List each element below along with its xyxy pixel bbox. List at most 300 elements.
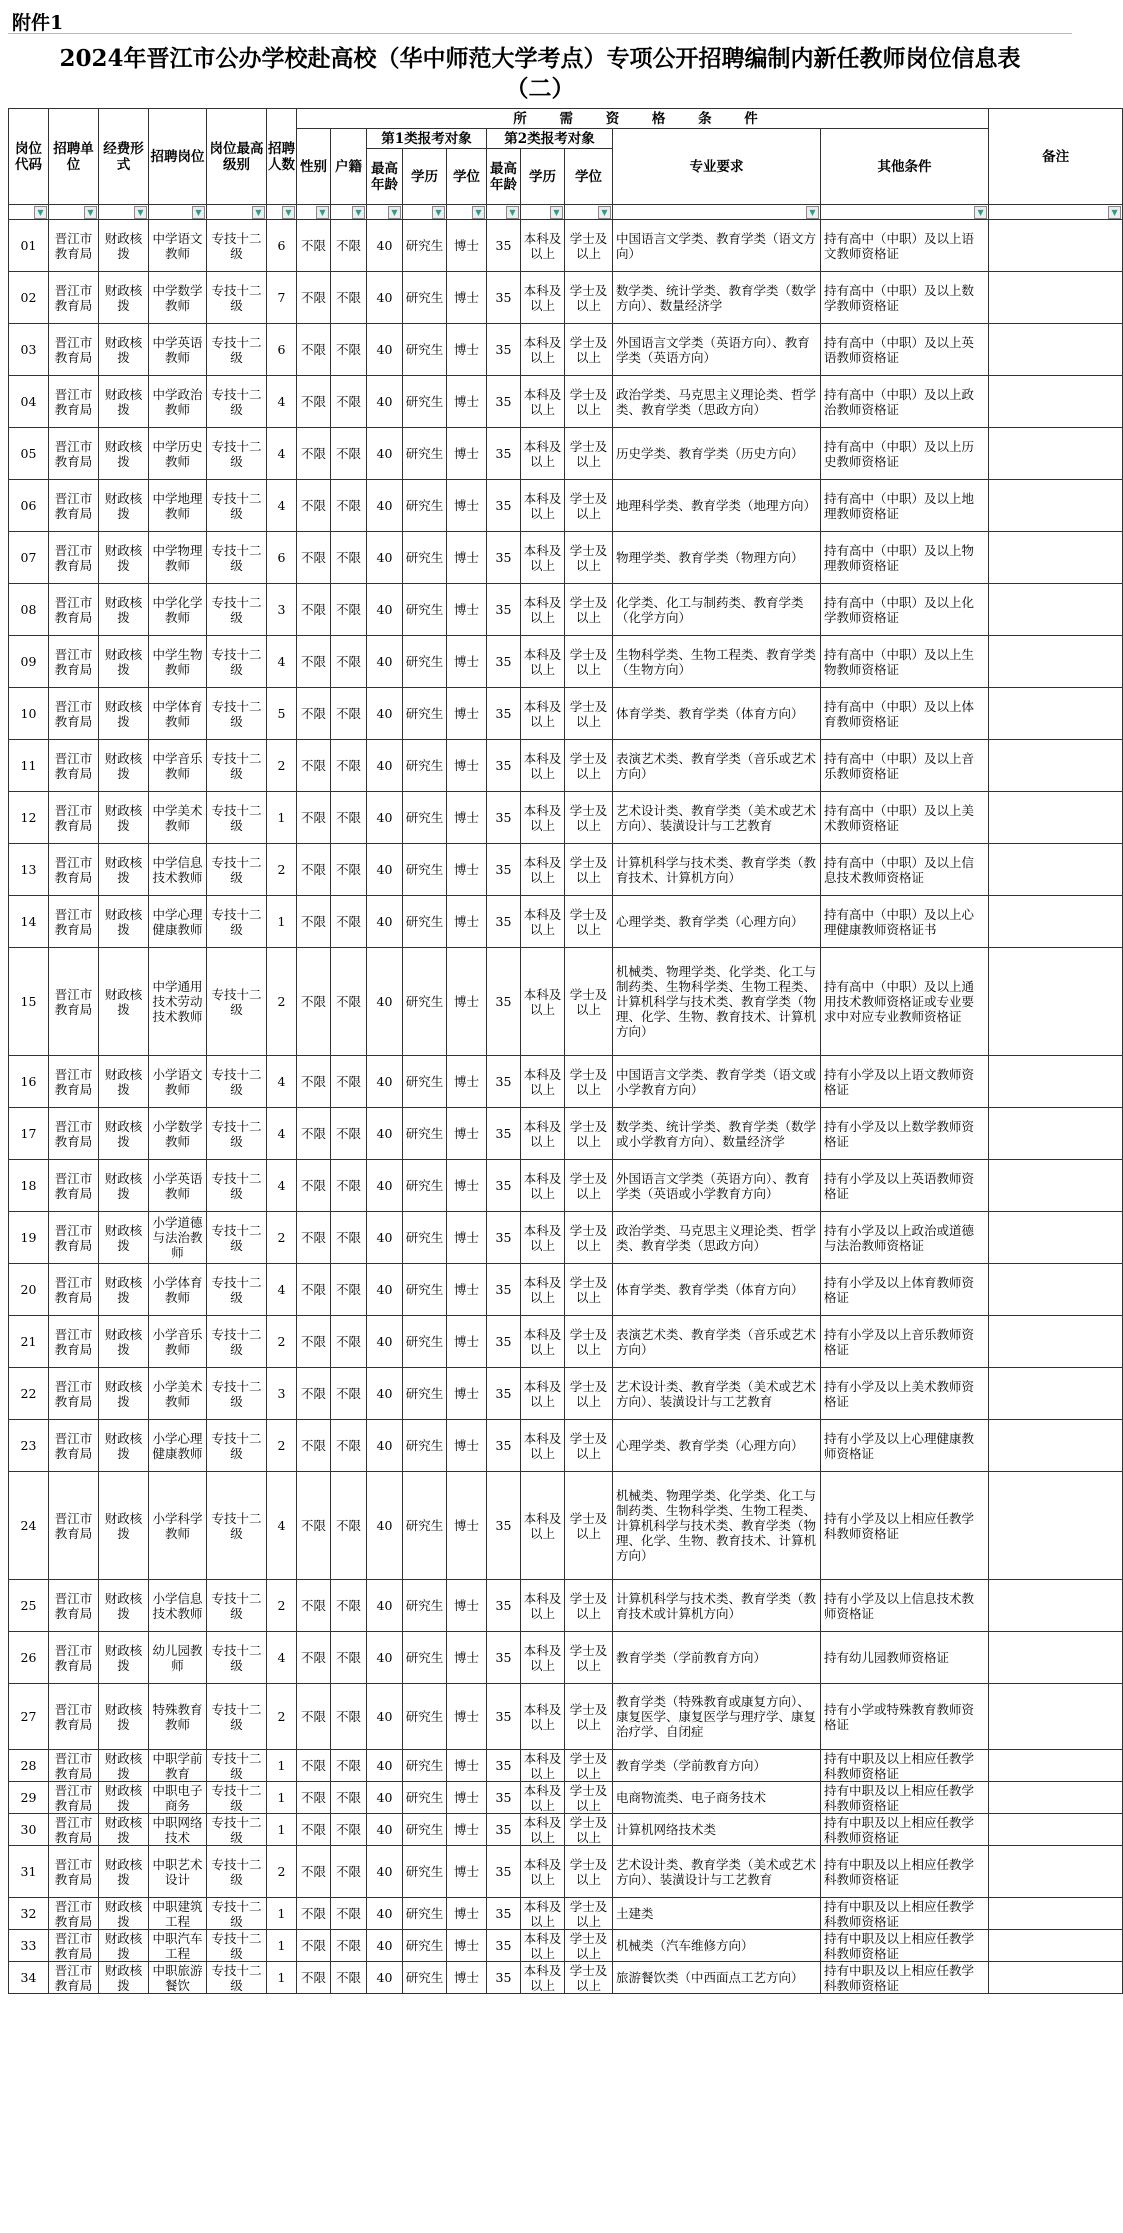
cell-code: 04 — [9, 376, 49, 428]
cell-age1: 40 — [367, 792, 403, 844]
cell-hukou: 不限 — [331, 896, 367, 948]
cell-hukou: 不限 — [331, 1368, 367, 1420]
header-max-age-1: 最高年龄 — [367, 149, 403, 205]
filter-cell — [331, 205, 367, 220]
filter-dropdown-icon[interactable]: ▼ — [352, 206, 365, 219]
cell-gender: 不限 — [297, 1930, 331, 1962]
cell-grade: 专技十二级 — [207, 1160, 267, 1212]
filter-cell — [267, 205, 297, 220]
cell-other: 持有中职及以上相应任教学科教师资格证 — [821, 1962, 989, 1994]
cell-age2: 35 — [487, 1212, 521, 1264]
cell-edu1: 研究生 — [403, 1420, 447, 1472]
cell-grade: 专技十二级 — [207, 1212, 267, 1264]
cell-post: 中学生物教师 — [149, 636, 207, 688]
cell-age2: 35 — [487, 220, 521, 272]
cell-hukou: 不限 — [331, 1782, 367, 1814]
cell-funding: 财政核拨 — [99, 324, 149, 376]
cell-age1: 40 — [367, 1814, 403, 1846]
title-line-2: （二） — [505, 75, 575, 102]
cell-edu1: 研究生 — [403, 480, 447, 532]
cell-major: 政治学类、马克思主义理论类、哲学类、教育学类（思政方向） — [613, 1212, 821, 1264]
cell-other: 持有小学及以上语文教师资格证 — [821, 1056, 989, 1108]
cell-deg1: 博士 — [447, 1056, 487, 1108]
filter-dropdown-icon[interactable]: ▼ — [192, 206, 205, 219]
cell-age2: 35 — [487, 1316, 521, 1368]
table-row — [9, 1368, 1123, 1420]
cell-age2: 35 — [487, 1160, 521, 1212]
cell-count: 4 — [267, 1160, 297, 1212]
cell-edu2: 本科及以上 — [521, 688, 565, 740]
cell-unit: 晋江市教育局 — [49, 1056, 99, 1108]
cell-age1: 40 — [367, 1684, 403, 1750]
table-row — [9, 480, 1123, 532]
cell-age1: 40 — [367, 636, 403, 688]
cell-major: 旅游餐饮类（中西面点工艺方向） — [613, 1962, 821, 1994]
cell-edu1: 研究生 — [403, 896, 447, 948]
table-row — [9, 1846, 1123, 1898]
cell-other: 持有小学及以上政治或道德与法治教师资格证 — [821, 1212, 989, 1264]
cell-edu2: 本科及以上 — [521, 1962, 565, 1994]
cell-age2: 35 — [487, 1814, 521, 1846]
cell-post: 中学信息技术教师 — [149, 844, 207, 896]
cell-funding: 财政核拨 — [99, 376, 149, 428]
cell-age2: 35 — [487, 1420, 521, 1472]
cell-funding: 财政核拨 — [99, 480, 149, 532]
table-row — [9, 532, 1123, 584]
filter-dropdown-icon[interactable]: ▼ — [1108, 206, 1121, 219]
filter-dropdown-icon[interactable]: ▼ — [974, 206, 987, 219]
table-row — [9, 324, 1123, 376]
cell-gender: 不限 — [297, 584, 331, 636]
cell-edu1: 研究生 — [403, 1632, 447, 1684]
cell-age2: 35 — [487, 376, 521, 428]
cell-deg2: 学士及以上 — [565, 636, 613, 688]
cell-post: 小学美术教师 — [149, 1368, 207, 1420]
cell-deg2: 学士及以上 — [565, 324, 613, 376]
cell-grade: 专技十二级 — [207, 1962, 267, 1994]
cell-age2: 35 — [487, 584, 521, 636]
cell-edu2: 本科及以上 — [521, 1160, 565, 1212]
cell-gender: 不限 — [297, 1160, 331, 1212]
cell-funding: 财政核拨 — [99, 1846, 149, 1898]
cell-deg1: 博士 — [447, 844, 487, 896]
cell-age2: 35 — [487, 1962, 521, 1994]
cell-hukou: 不限 — [331, 844, 367, 896]
header-category-1: 第1类报考对象 — [367, 129, 487, 149]
cell-age1: 40 — [367, 1160, 403, 1212]
cell-grade: 专技十二级 — [207, 1684, 267, 1750]
cell-count: 3 — [267, 1368, 297, 1420]
table-row — [9, 1930, 1123, 1962]
cell-gender: 不限 — [297, 1898, 331, 1930]
cell-remarks — [989, 1316, 1123, 1368]
cell-age2: 35 — [487, 1684, 521, 1750]
cell-edu2: 本科及以上 — [521, 584, 565, 636]
cell-other: 持有高中（中职）及以上英语教师资格证 — [821, 324, 989, 376]
cell-other: 持有小学及以上音乐教师资格证 — [821, 1316, 989, 1368]
cell-code: 10 — [9, 688, 49, 740]
cell-major: 表演艺术类、教育学类（音乐或艺术方向） — [613, 1316, 821, 1368]
cell-post: 中学音乐教师 — [149, 740, 207, 792]
cell-grade: 专技十二级 — [207, 324, 267, 376]
cell-hukou: 不限 — [331, 688, 367, 740]
cell-deg2: 学士及以上 — [565, 1962, 613, 1994]
cell-gender: 不限 — [297, 1814, 331, 1846]
cell-deg2: 学士及以上 — [565, 1212, 613, 1264]
cell-gender: 不限 — [297, 1108, 331, 1160]
cell-other: 持有小学及以上心理健康教师资格证 — [821, 1420, 989, 1472]
table-row — [9, 1750, 1123, 1782]
filter-cell — [297, 205, 331, 220]
table-row — [9, 1160, 1123, 1212]
cell-other: 持有小学及以上美术教师资格证 — [821, 1368, 989, 1420]
cell-code: 30 — [9, 1814, 49, 1846]
page-title — [0, 44, 1080, 104]
cell-gender: 不限 — [297, 740, 331, 792]
cell-major: 数学类、统计学类、教育学类（数学方向）、数量经济学 — [613, 272, 821, 324]
cell-grade: 专技十二级 — [207, 1368, 267, 1420]
cell-funding: 财政核拨 — [99, 1056, 149, 1108]
cell-unit: 晋江市教育局 — [49, 1930, 99, 1962]
cell-unit: 晋江市教育局 — [49, 220, 99, 272]
cell-major: 机械类、物理学类、化学类、化工与制药类、生物科学类、生物工程类、计算机科学与技术类、教育学类（物理、化学、生物、教育技术、计算机方向） — [613, 948, 821, 1056]
cell-remarks — [989, 1472, 1123, 1580]
cell-unit: 晋江市教育局 — [49, 1212, 99, 1264]
cell-remarks — [989, 1782, 1123, 1814]
header-grade: 岗位最高级别 — [207, 109, 267, 205]
table-row — [9, 688, 1123, 740]
cell-funding: 财政核拨 — [99, 1962, 149, 1994]
cell-hukou: 不限 — [331, 1264, 367, 1316]
cell-age1: 40 — [367, 1368, 403, 1420]
cell-deg1: 博士 — [447, 1930, 487, 1962]
cell-remarks — [989, 480, 1123, 532]
cell-unit: 晋江市教育局 — [49, 324, 99, 376]
cell-major: 艺术设计类、教育学类（美术或艺术方向）、装潢设计与工艺教育 — [613, 1846, 821, 1898]
cell-code: 11 — [9, 740, 49, 792]
filter-dropdown-icon[interactable]: ▼ — [84, 206, 97, 219]
cell-hukou: 不限 — [331, 272, 367, 324]
cell-gender: 不限 — [297, 792, 331, 844]
cell-edu1: 研究生 — [403, 532, 447, 584]
cell-unit: 晋江市教育局 — [49, 1750, 99, 1782]
cell-funding: 财政核拨 — [99, 688, 149, 740]
cell-deg2: 学士及以上 — [565, 896, 613, 948]
cell-edu1: 研究生 — [403, 324, 447, 376]
cell-funding: 财政核拨 — [99, 1316, 149, 1368]
cell-other: 持有小学及以上相应任教学科教师资格证 — [821, 1472, 989, 1580]
cell-grade: 专技十二级 — [207, 1316, 267, 1368]
cell-unit: 晋江市教育局 — [49, 532, 99, 584]
cell-other: 持有小学及以上信息技术教师资格证 — [821, 1580, 989, 1632]
filter-dropdown-icon[interactable]: ▼ — [506, 206, 519, 219]
cell-deg2: 学士及以上 — [565, 844, 613, 896]
cell-unit: 晋江市教育局 — [49, 1368, 99, 1420]
cell-gender: 不限 — [297, 1962, 331, 1994]
cell-unit: 晋江市教育局 — [49, 1846, 99, 1898]
cell-age1: 40 — [367, 1846, 403, 1898]
cell-post: 中学通用技术劳动技术教师 — [149, 948, 207, 1056]
table-row — [9, 1212, 1123, 1264]
cell-edu2: 本科及以上 — [521, 948, 565, 1056]
cell-age1: 40 — [367, 688, 403, 740]
cell-funding: 财政核拨 — [99, 428, 149, 480]
cell-unit: 晋江市教育局 — [49, 636, 99, 688]
cell-other: 持有高中（中职）及以上音乐教师资格证 — [821, 740, 989, 792]
cell-edu2: 本科及以上 — [521, 1212, 565, 1264]
cell-major: 政治学类、马克思主义理论类、哲学类、教育学类（思政方向） — [613, 376, 821, 428]
cell-grade: 专技十二级 — [207, 1056, 267, 1108]
cell-major: 艺术设计类、教育学类（美术或艺术方向）、装潢设计与工艺教育 — [613, 792, 821, 844]
cell-hukou: 不限 — [331, 740, 367, 792]
header-gender: 性别 — [297, 129, 331, 205]
cell-remarks — [989, 1930, 1123, 1962]
cell-gender: 不限 — [297, 948, 331, 1056]
cell-other: 持有小学或特殊教育教师资格证 — [821, 1684, 989, 1750]
cell-age2: 35 — [487, 792, 521, 844]
header-unit: 招聘单位 — [49, 109, 99, 205]
header-post: 招聘岗位 — [149, 109, 207, 205]
cell-major: 艺术设计类、教育学类（美术或艺术方向）、装潢设计与工艺教育 — [613, 1368, 821, 1420]
header-degree-2: 学位 — [565, 149, 613, 205]
cell-remarks — [989, 272, 1123, 324]
cell-age2: 35 — [487, 1632, 521, 1684]
cell-gender: 不限 — [297, 636, 331, 688]
filter-cell — [149, 205, 207, 220]
cell-post: 小学英语教师 — [149, 1160, 207, 1212]
cell-count: 2 — [267, 844, 297, 896]
cell-count: 4 — [267, 1264, 297, 1316]
filter-dropdown-icon[interactable]: ▼ — [134, 206, 147, 219]
cell-age2: 35 — [487, 896, 521, 948]
cell-remarks — [989, 220, 1123, 272]
cell-age2: 35 — [487, 532, 521, 584]
cell-deg1: 博士 — [447, 1782, 487, 1814]
cell-remarks — [989, 1632, 1123, 1684]
cell-edu1: 研究生 — [403, 272, 447, 324]
cell-code: 15 — [9, 948, 49, 1056]
cell-gender: 不限 — [297, 1782, 331, 1814]
filter-dropdown-icon[interactable]: ▼ — [598, 206, 611, 219]
cell-edu2: 本科及以上 — [521, 844, 565, 896]
cell-age1: 40 — [367, 1782, 403, 1814]
cell-deg2: 学士及以上 — [565, 1160, 613, 1212]
cell-deg2: 学士及以上 — [565, 688, 613, 740]
cell-remarks — [989, 532, 1123, 584]
header-code: 岗位代码 — [9, 109, 49, 205]
cell-age2: 35 — [487, 1056, 521, 1108]
cell-grade: 专技十二级 — [207, 896, 267, 948]
annex-label: 附件1 — [12, 12, 64, 34]
cell-deg2: 学士及以上 — [565, 1750, 613, 1782]
filter-dropdown-icon[interactable]: ▼ — [282, 206, 295, 219]
cell-hukou: 不限 — [331, 1160, 367, 1212]
cell-hukou: 不限 — [331, 948, 367, 1056]
cell-age2: 35 — [487, 1264, 521, 1316]
cell-major: 机械类、物理学类、化学类、化工与制药类、生物科学类、生物工程类、计算机科学与技术类、教育学类（物理、化学、生物、教育技术、计算机方向） — [613, 1472, 821, 1580]
cell-edu1: 研究生 — [403, 428, 447, 480]
cell-edu1: 研究生 — [403, 1368, 447, 1420]
cell-remarks — [989, 584, 1123, 636]
cell-remarks — [989, 1160, 1123, 1212]
cell-major: 计算机网络技术类 — [613, 1814, 821, 1846]
cell-age2: 35 — [487, 688, 521, 740]
cell-code: 05 — [9, 428, 49, 480]
cell-gender: 不限 — [297, 1212, 331, 1264]
cell-deg1: 博士 — [447, 1898, 487, 1930]
filter-cell — [9, 205, 49, 220]
cell-deg1: 博士 — [447, 1472, 487, 1580]
cell-hukou: 不限 — [331, 1580, 367, 1632]
cell-gender: 不限 — [297, 1264, 331, 1316]
cell-edu2: 本科及以上 — [521, 1056, 565, 1108]
cell-age1: 40 — [367, 948, 403, 1056]
cell-post: 中学英语教师 — [149, 324, 207, 376]
filter-dropdown-icon[interactable]: ▼ — [806, 206, 819, 219]
table-row — [9, 1782, 1123, 1814]
cell-unit: 晋江市教育局 — [49, 1420, 99, 1472]
filter-row — [9, 205, 1123, 220]
cell-deg2: 学士及以上 — [565, 1056, 613, 1108]
cell-edu1: 研究生 — [403, 376, 447, 428]
cell-count: 1 — [267, 1962, 297, 1994]
filter-dropdown-icon[interactable]: ▼ — [550, 206, 563, 219]
cell-code: 32 — [9, 1898, 49, 1930]
cell-edu1: 研究生 — [403, 1846, 447, 1898]
cell-edu1: 研究生 — [403, 792, 447, 844]
cell-gender: 不限 — [297, 376, 331, 428]
cell-age2: 35 — [487, 324, 521, 376]
cell-deg1: 博士 — [447, 428, 487, 480]
cell-age1: 40 — [367, 1264, 403, 1316]
cell-unit: 晋江市教育局 — [49, 792, 99, 844]
cell-hukou: 不限 — [331, 220, 367, 272]
cell-remarks — [989, 636, 1123, 688]
filter-dropdown-icon[interactable]: ▼ — [432, 206, 445, 219]
cell-funding: 财政核拨 — [99, 1782, 149, 1814]
cell-edu2: 本科及以上 — [521, 272, 565, 324]
cell-remarks — [989, 1962, 1123, 1994]
cell-age1: 40 — [367, 1962, 403, 1994]
cell-other: 持有高中（中职）及以上心理健康教师资格证书 — [821, 896, 989, 948]
cell-code: 28 — [9, 1750, 49, 1782]
filter-dropdown-icon[interactable]: ▼ — [472, 206, 485, 219]
cell-gender: 不限 — [297, 272, 331, 324]
cell-grade: 专技十二级 — [207, 1898, 267, 1930]
cell-hukou: 不限 — [331, 1108, 367, 1160]
cell-age2: 35 — [487, 1846, 521, 1898]
cell-post: 中学心理健康教师 — [149, 896, 207, 948]
cell-funding: 财政核拨 — [99, 1420, 149, 1472]
cell-remarks — [989, 740, 1123, 792]
cell-age2: 35 — [487, 740, 521, 792]
cell-post: 中职旅游餐饮 — [149, 1962, 207, 1994]
cell-count: 6 — [267, 324, 297, 376]
cell-edu2: 本科及以上 — [521, 1684, 565, 1750]
cell-unit: 晋江市教育局 — [49, 428, 99, 480]
cell-major: 历史学类、教育学类（历史方向） — [613, 428, 821, 480]
cell-unit: 晋江市教育局 — [49, 844, 99, 896]
cell-count: 1 — [267, 1898, 297, 1930]
cell-deg2: 学士及以上 — [565, 1898, 613, 1930]
cell-age2: 35 — [487, 480, 521, 532]
filter-dropdown-icon[interactable]: ▼ — [316, 206, 329, 219]
table-row — [9, 1684, 1123, 1750]
cell-unit: 晋江市教育局 — [49, 1814, 99, 1846]
cell-deg1: 博士 — [447, 1368, 487, 1420]
cell-count: 2 — [267, 1846, 297, 1898]
cell-hukou: 不限 — [331, 1930, 367, 1962]
cell-deg1: 博士 — [447, 376, 487, 428]
filter-dropdown-icon[interactable]: ▼ — [388, 206, 401, 219]
cell-other: 持有小学及以上数学教师资格证 — [821, 1108, 989, 1160]
cell-major: 体育学类、教育学类（体育方向） — [613, 688, 821, 740]
cell-hukou: 不限 — [331, 1420, 367, 1472]
cell-other: 持有幼儿园教师资格证 — [821, 1632, 989, 1684]
cell-age2: 35 — [487, 428, 521, 480]
cell-grade: 专技十二级 — [207, 636, 267, 688]
cell-deg2: 学士及以上 — [565, 376, 613, 428]
cell-hukou: 不限 — [331, 1056, 367, 1108]
cell-age2: 35 — [487, 1108, 521, 1160]
table-row — [9, 948, 1123, 1056]
cell-major: 表演艺术类、教育学类（音乐或艺术方向） — [613, 740, 821, 792]
cell-gender: 不限 — [297, 1056, 331, 1108]
cell-count: 2 — [267, 1316, 297, 1368]
cell-gender: 不限 — [297, 220, 331, 272]
cell-count: 2 — [267, 1420, 297, 1472]
cell-grade: 专技十二级 — [207, 1782, 267, 1814]
cell-grade: 专技十二级 — [207, 1108, 267, 1160]
cell-edu2: 本科及以上 — [521, 324, 565, 376]
cell-deg2: 学士及以上 — [565, 792, 613, 844]
cell-deg1: 博士 — [447, 1750, 487, 1782]
cell-remarks — [989, 1814, 1123, 1846]
cell-count: 4 — [267, 480, 297, 532]
cell-other: 持有高中（中职）及以上信息技术教师资格证 — [821, 844, 989, 896]
cell-edu1: 研究生 — [403, 220, 447, 272]
cell-major: 生物科学类、生物工程类、教育学类（生物方向） — [613, 636, 821, 688]
cell-funding: 财政核拨 — [99, 948, 149, 1056]
cell-deg1: 博士 — [447, 688, 487, 740]
cell-count: 2 — [267, 1212, 297, 1264]
cell-funding: 财政核拨 — [99, 1580, 149, 1632]
cell-edu2: 本科及以上 — [521, 1632, 565, 1684]
header-other: 其他条件 — [821, 129, 989, 205]
filter-dropdown-icon[interactable]: ▼ — [34, 206, 47, 219]
cell-hukou: 不限 — [331, 532, 367, 584]
filter-dropdown-icon[interactable]: ▼ — [252, 206, 265, 219]
cell-funding: 财政核拨 — [99, 1814, 149, 1846]
cell-grade: 专技十二级 — [207, 688, 267, 740]
cell-other: 持有高中（中职）及以上通用技术教师资格证或专业要求中对应专业教师资格证 — [821, 948, 989, 1056]
table-row — [9, 740, 1123, 792]
cell-grade: 专技十二级 — [207, 1264, 267, 1316]
cell-grade: 专技十二级 — [207, 584, 267, 636]
cell-remarks — [989, 1846, 1123, 1898]
cell-code: 13 — [9, 844, 49, 896]
cell-deg1: 博士 — [447, 480, 487, 532]
cell-count: 2 — [267, 740, 297, 792]
cell-remarks — [989, 844, 1123, 896]
cell-edu2: 本科及以上 — [521, 1472, 565, 1580]
cell-age1: 40 — [367, 272, 403, 324]
cell-funding: 财政核拨 — [99, 272, 149, 324]
cell-grade: 专技十二级 — [207, 792, 267, 844]
cell-code: 24 — [9, 1472, 49, 1580]
cell-other: 持有高中（中职）及以上生物教师资格证 — [821, 636, 989, 688]
cell-deg1: 博士 — [447, 1846, 487, 1898]
